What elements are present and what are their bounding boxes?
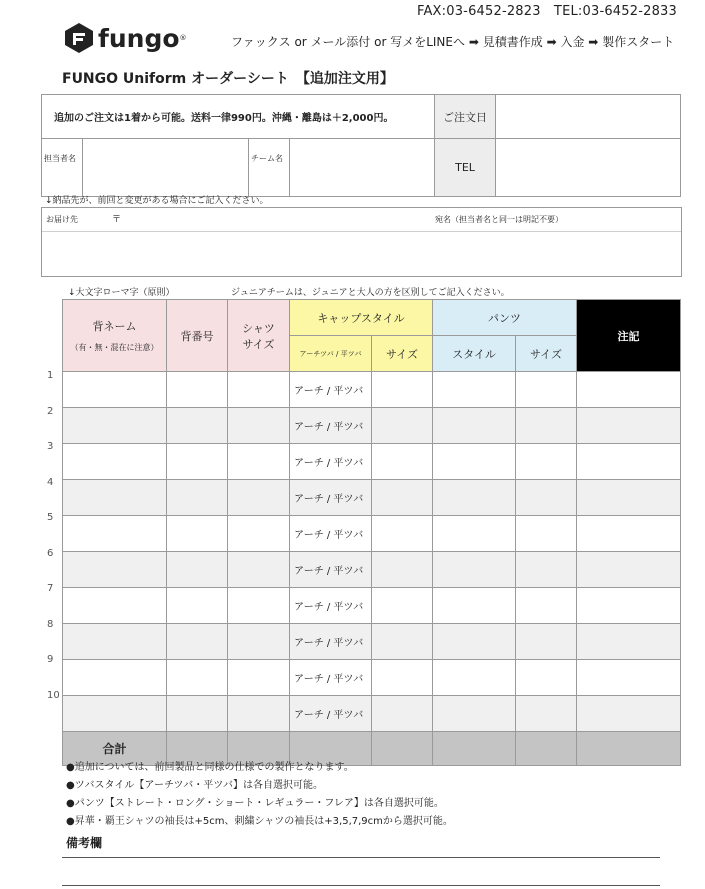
- table-row: [63, 660, 681, 696]
- col-cap-size: サイズ: [372, 336, 433, 372]
- cell-shirt-size[interactable]: [228, 660, 290, 696]
- cell-cap-size[interactable]: [372, 372, 433, 408]
- note-item: ●パンツ【ストレート・ロング・ショート・レギュラー・フレア】は各自選択可能。: [66, 798, 444, 809]
- order-info-table: [41, 94, 681, 197]
- cell-pants-style[interactable]: [433, 408, 516, 444]
- col-pants-style: スタイル: [433, 336, 516, 372]
- cell-cap-size[interactable]: [372, 408, 433, 444]
- flow-step-4: 製作スタート: [602, 35, 675, 49]
- total-label: 合計: [63, 732, 167, 766]
- arrow-right-icon: ➡: [588, 35, 599, 49]
- cell-number[interactable]: [167, 444, 228, 480]
- cell-shirt-size[interactable]: [228, 624, 290, 660]
- row-number: 1: [47, 370, 54, 381]
- cell-notes[interactable]: [577, 624, 681, 660]
- cell-cap-size[interactable]: [372, 696, 433, 732]
- cell-cap-brim[interactable]: アーチ / 平ツバ: [290, 408, 372, 444]
- cell-cap-size[interactable]: [372, 516, 433, 552]
- person-field[interactable]: [83, 139, 249, 197]
- cell-number[interactable]: [167, 408, 228, 444]
- total-cell: [516, 732, 577, 766]
- table-row: [63, 516, 681, 552]
- page-title: FUNGO Uniform オーダーシート 【追加注文用】: [62, 71, 394, 87]
- col-cap-brim: アーチツバ / 平ツバ: [290, 336, 372, 372]
- cell-back-name[interactable]: [63, 444, 167, 480]
- cell-shirt-size[interactable]: [228, 480, 290, 516]
- row-number: 4: [47, 476, 54, 488]
- cell-pants-style[interactable]: [433, 516, 516, 552]
- cell-back-name[interactable]: [63, 372, 167, 408]
- cell-notes[interactable]: [577, 660, 681, 696]
- table-row: [63, 444, 681, 480]
- cell-cap-brim[interactable]: アーチ / 平ツバ: [290, 372, 372, 408]
- cell-pants-style[interactable]: [433, 444, 516, 480]
- cell-cap-brim[interactable]: アーチ / 平ツバ: [290, 624, 372, 660]
- remarks-line: [62, 885, 660, 886]
- logo: [64, 22, 187, 54]
- team-label: チーム名: [249, 139, 290, 197]
- col-pants-size: サイズ: [516, 336, 577, 372]
- arrow-right-icon: ➡: [546, 35, 557, 49]
- cell-shirt-size[interactable]: [228, 696, 290, 732]
- cell-back-name[interactable]: [63, 516, 167, 552]
- cell-back-name[interactable]: [63, 696, 167, 732]
- table-row: [63, 480, 681, 516]
- tel-label: TEL: [435, 139, 496, 197]
- team-field[interactable]: [290, 139, 435, 197]
- delivery-note: ↓納品先が、前回と変更がある場合にご記入ください。: [45, 196, 269, 206]
- table-row: [63, 588, 681, 624]
- cell-pants-size[interactable]: [516, 588, 577, 624]
- table-row: [63, 372, 681, 408]
- arrow-right-icon: ➡: [468, 35, 479, 49]
- row-number: 10: [47, 689, 60, 701]
- cell-notes[interactable]: [577, 696, 681, 732]
- cell-shirt-size[interactable]: [228, 372, 290, 408]
- order-items-table: [62, 299, 681, 766]
- col-number: 背番号: [167, 300, 228, 372]
- cell-pants-size[interactable]: [516, 516, 577, 552]
- cell-cap-size[interactable]: [372, 444, 433, 480]
- cell-shirt-size[interactable]: [228, 408, 290, 444]
- table-row: [63, 552, 681, 588]
- col-back-name-label: 背ネーム: [92, 320, 137, 333]
- cell-number[interactable]: [167, 372, 228, 408]
- cell-cap-size[interactable]: [372, 552, 433, 588]
- cell-shirt-size[interactable]: [228, 516, 290, 552]
- address-divider: [42, 231, 681, 232]
- cell-number[interactable]: [167, 516, 228, 552]
- row-number: 2: [47, 405, 54, 417]
- cell-pants-style[interactable]: [433, 588, 516, 624]
- postal-mark: 〒: [112, 215, 122, 225]
- cell-cap-brim[interactable]: アーチ / 平ツバ: [290, 516, 372, 552]
- contact-info: FAX:03-6452-2823 TEL:03-6452-2833: [416, 4, 677, 19]
- row-number: 6: [47, 547, 54, 559]
- note-item: ●追加については、前回製品と同様の仕様での製作となります。: [66, 762, 354, 773]
- cell-pants-size[interactable]: [516, 444, 577, 480]
- order-flow: [231, 33, 674, 50]
- cell-pants-size[interactable]: [516, 624, 577, 660]
- cell-cap-brim[interactable]: アーチ / 平ツバ: [290, 552, 372, 588]
- col-pants: パンツ: [433, 300, 577, 336]
- note-item: ●ツバスタイル【アーチツバ・平ツバ】は各自選択可能。: [66, 780, 324, 791]
- cell-back-name[interactable]: [63, 624, 167, 660]
- cell-pants-size[interactable]: [516, 372, 577, 408]
- cell-cap-brim[interactable]: アーチ / 平ツバ: [290, 660, 372, 696]
- cell-cap-size[interactable]: [372, 624, 433, 660]
- row-number: 7: [47, 583, 54, 594]
- remarks-label: 備考欄: [66, 836, 103, 850]
- row-number: 8: [47, 618, 54, 630]
- cell-notes[interactable]: [577, 588, 681, 624]
- cell-number[interactable]: [167, 480, 228, 516]
- logo-registered-mark: ®: [179, 34, 187, 42]
- cell-shirt-size[interactable]: [228, 588, 290, 624]
- person-label: 担当者名: [42, 139, 83, 197]
- cell-back-name[interactable]: [63, 480, 167, 516]
- order-date-label: ご注文日: [435, 95, 496, 139]
- flow-step-3: 入金: [560, 35, 585, 49]
- cell-pants-style[interactable]: [433, 660, 516, 696]
- recipient-label: 宛名（担当者名と同一は明記不要）: [435, 215, 563, 224]
- cell-number[interactable]: [167, 696, 228, 732]
- row-number: 5: [47, 512, 54, 523]
- delivery-to-label: お届け先: [46, 215, 78, 224]
- logo-text: fungo: [98, 23, 180, 53]
- cell-number[interactable]: [167, 624, 228, 660]
- cell-shirt-size[interactable]: [228, 552, 290, 588]
- cell-notes[interactable]: [577, 372, 681, 408]
- cell-cap-brim[interactable]: アーチ / 平ツバ: [290, 696, 372, 732]
- cell-cap-brim[interactable]: アーチ / 平ツバ: [290, 444, 372, 480]
- cell-shirt-size[interactable]: [228, 444, 290, 480]
- shipping-notice: 追加のご注文は1着から可能。送料一律990円。沖縄・離島は＋2,000円。: [42, 95, 435, 139]
- row-number: 3: [47, 441, 54, 452]
- flow-step-1: ファックス or メール添付 or 写メをLINEへ: [231, 35, 465, 49]
- cell-cap-brim[interactable]: アーチ / 平ツバ: [290, 480, 372, 516]
- cell-cap-size[interactable]: [372, 660, 433, 696]
- romaji-note: ↓大文字ローマ字（原則）: [68, 288, 175, 298]
- table-row: [63, 696, 681, 732]
- cell-pants-style[interactable]: [433, 696, 516, 732]
- cell-back-name[interactable]: [63, 660, 167, 696]
- fungo-logo-icon: [64, 22, 94, 54]
- cell-notes[interactable]: [577, 516, 681, 552]
- col-cap-style: キャップスタイル: [290, 300, 433, 336]
- cell-number[interactable]: [167, 660, 228, 696]
- tel-field[interactable]: [496, 139, 681, 197]
- cell-cap-brim[interactable]: アーチ / 平ツバ: [290, 588, 372, 624]
- cell-notes[interactable]: [577, 480, 681, 516]
- cell-number[interactable]: [167, 588, 228, 624]
- cell-pants-size[interactable]: [516, 660, 577, 696]
- cell-pants-style[interactable]: [433, 624, 516, 660]
- cell-cap-size[interactable]: [372, 588, 433, 624]
- cell-pants-style[interactable]: [433, 372, 516, 408]
- table-row: [63, 408, 681, 444]
- total-cell: [577, 732, 681, 766]
- cell-number[interactable]: [167, 552, 228, 588]
- remarks-line: [62, 857, 660, 858]
- cell-notes[interactable]: [577, 444, 681, 480]
- cell-back-name[interactable]: [63, 408, 167, 444]
- cell-back-name[interactable]: [63, 588, 167, 624]
- table-row: [63, 624, 681, 660]
- cell-notes[interactable]: [577, 552, 681, 588]
- cell-pants-size[interactable]: [516, 408, 577, 444]
- row-number: 9: [47, 654, 54, 665]
- cell-cap-size[interactable]: [372, 480, 433, 516]
- note-item: ●昇華・覇王シャツの袖長は+5cm、刺繍シャツの袖長は+3,5,7,9cmから選択可能。: [66, 816, 453, 827]
- cell-notes[interactable]: [577, 408, 681, 444]
- col-back-name: [63, 300, 167, 372]
- col-notes: 注記: [577, 300, 681, 372]
- flow-step-2: 見積書作成: [482, 35, 543, 49]
- cell-pants-size[interactable]: [516, 480, 577, 516]
- cell-pants-size[interactable]: [516, 552, 577, 588]
- junior-note: ジュニアチームは、ジュニアと大人の方を区別してご記入ください。: [231, 288, 510, 298]
- col-back-name-sub: （有・無・混在に注意）: [70, 343, 159, 352]
- order-date-field[interactable]: [496, 95, 681, 139]
- cell-back-name[interactable]: [63, 552, 167, 588]
- col-shirt-size: シャツ サイズ: [228, 300, 290, 372]
- delivery-address-box[interactable]: [41, 207, 682, 277]
- cell-pants-style[interactable]: [433, 480, 516, 516]
- notes-list: [66, 759, 453, 831]
- cell-pants-style[interactable]: [433, 552, 516, 588]
- cell-pants-size[interactable]: [516, 696, 577, 732]
